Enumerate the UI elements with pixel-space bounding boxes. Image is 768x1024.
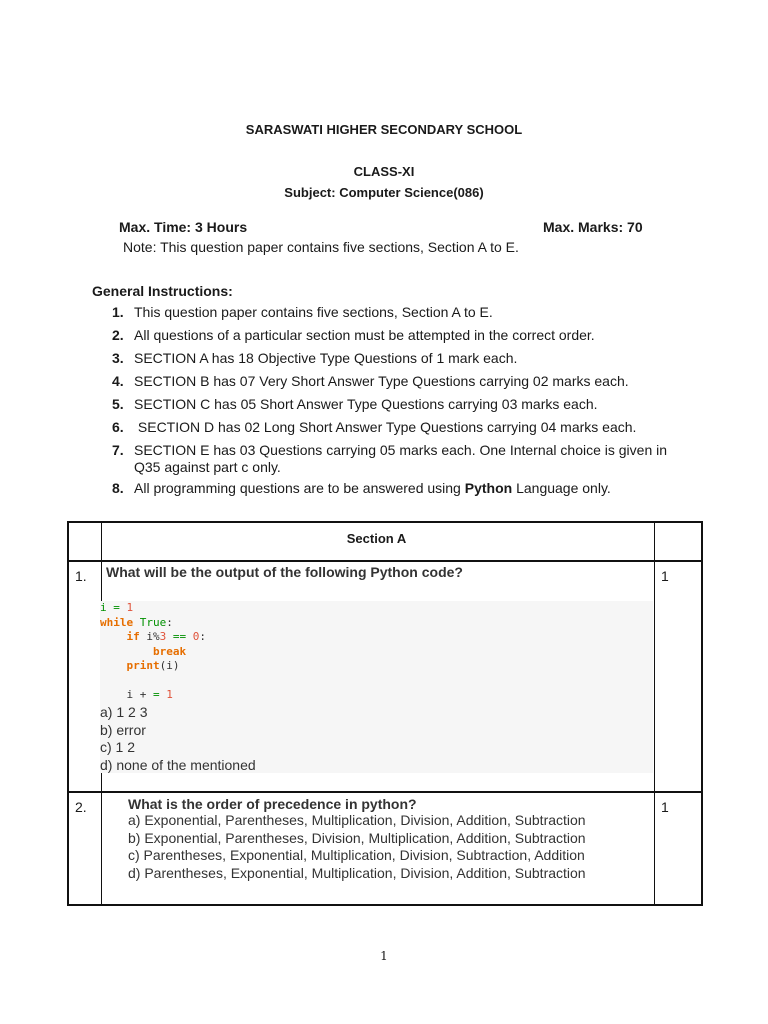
- instruction-text: SECTION C has 05 Short Answer Type Questions carrying 03 marks each.: [134, 396, 598, 412]
- row-divider: [69, 560, 701, 562]
- code-token: i: [100, 601, 107, 614]
- code-token: :: [199, 630, 206, 643]
- question-marks: 1: [661, 568, 669, 584]
- answer-option: c) 1 2: [100, 739, 136, 755]
- answer-option: d) none of the mentioned: [100, 756, 256, 773]
- instruction-item: [112, 442, 674, 476]
- answer-option: a) 1 2 3: [100, 704, 148, 720]
- instruction-number: 6.: [112, 419, 124, 435]
- answer-options: [100, 704, 256, 774]
- instruction-text: SECTION B has 07 Very Short Answer Type Questions carrying 02 marks each.: [134, 373, 629, 389]
- code-token: :: [166, 615, 173, 629]
- instruction-item: [112, 304, 674, 321]
- answer-option: a) Exponential, Parentheses, Multiplication, Division, Addition, Subtraction: [128, 812, 586, 828]
- max-time: Max. Time: 3 Hours: [119, 219, 248, 235]
- answer-option: b) Exponential, Parentheses, Division, Multiplication, Addition, Subtraction: [128, 829, 586, 846]
- question-text: What will be the output of the following Python code?: [106, 564, 463, 580]
- code-token: =: [106, 601, 127, 614]
- instruction-item: [112, 480, 674, 497]
- school-name: SARASWATI HIGHER SECONDARY SCHOOL: [245, 122, 523, 137]
- subject-label: Subject: Computer Science(086): [284, 185, 484, 200]
- instruction-text: All questions of a particular section must be attempted in the correct order.: [134, 327, 595, 343]
- question-marks: 1: [661, 799, 669, 815]
- answer-options: [128, 812, 586, 882]
- code-token: 0: [192, 630, 200, 643]
- max-marks: Max. Marks: 70: [543, 219, 643, 235]
- instruction-number: 4.: [112, 373, 124, 389]
- class-label: CLASS-XI: [353, 164, 415, 179]
- instruction-number: 3.: [112, 350, 124, 366]
- code-token: ==: [166, 630, 193, 643]
- instruction-number: 1.: [112, 304, 124, 320]
- question-number: 1.: [75, 568, 87, 584]
- instruction-item: [112, 419, 674, 436]
- instruction-text: SECTION A has 18 Objective Type Questions of 1 mark each.: [134, 350, 518, 366]
- instruction-text: Language only.: [512, 480, 611, 496]
- instruction-text: All programming questions are to be answered using: [134, 480, 465, 496]
- question-number: 2.: [75, 799, 87, 815]
- section-title: Section A: [346, 531, 407, 546]
- row-divider: [69, 791, 701, 793]
- instruction-number: 8.: [112, 480, 124, 496]
- instructions-list: [112, 304, 674, 503]
- code-token: 3: [159, 630, 167, 643]
- code-token: if: [126, 630, 140, 643]
- instruction-item: [112, 350, 674, 367]
- code-token: break: [152, 644, 187, 658]
- instruction-item: [112, 396, 674, 413]
- python-code: [100, 601, 206, 703]
- python-bold: Python: [464, 480, 513, 496]
- column-divider: [654, 523, 655, 904]
- instruction-number: 5.: [112, 396, 124, 412]
- code-token: True: [133, 615, 167, 629]
- code-token: =: [153, 688, 167, 701]
- code-token: (i): [159, 659, 180, 672]
- code-token: while: [100, 615, 134, 629]
- question-text: What is the order of precedence in python?: [128, 796, 417, 812]
- code-token: i +: [126, 688, 153, 701]
- code-token: 1: [126, 601, 134, 614]
- instructions-title: General Instructions:: [92, 283, 233, 299]
- answer-option: d) Parentheses, Exponential, Multiplication, Division, Addition, Subtraction: [128, 864, 586, 881]
- code-token: i%: [139, 630, 160, 643]
- instruction-item: [112, 373, 674, 390]
- note: Note: This question paper contains five sections, Section A to E.: [123, 239, 519, 255]
- answer-option: b) error: [100, 721, 146, 738]
- answer-option: c) Parentheses, Exponential, Multiplication, Division, Subtraction, Addition: [128, 847, 585, 863]
- instruction-number: 2.: [112, 327, 124, 343]
- instruction-item: [112, 327, 674, 344]
- code-block: [100, 601, 653, 773]
- page-number: 1: [380, 949, 388, 963]
- instruction-number: 7.: [112, 442, 124, 458]
- code-token: 1: [166, 688, 173, 701]
- instruction-text: This question paper contains five sections, Section A to E.: [134, 304, 493, 320]
- instruction-text: SECTION E has 03 Questions carrying 05 marks each. One Internal choice is given in Q35 against part c only.: [134, 442, 668, 475]
- instruction-text: SECTION D has 02 Long Short Answer Type Questions carrying 04 marks each.: [134, 419, 637, 435]
- code-token: print: [126, 659, 160, 672]
